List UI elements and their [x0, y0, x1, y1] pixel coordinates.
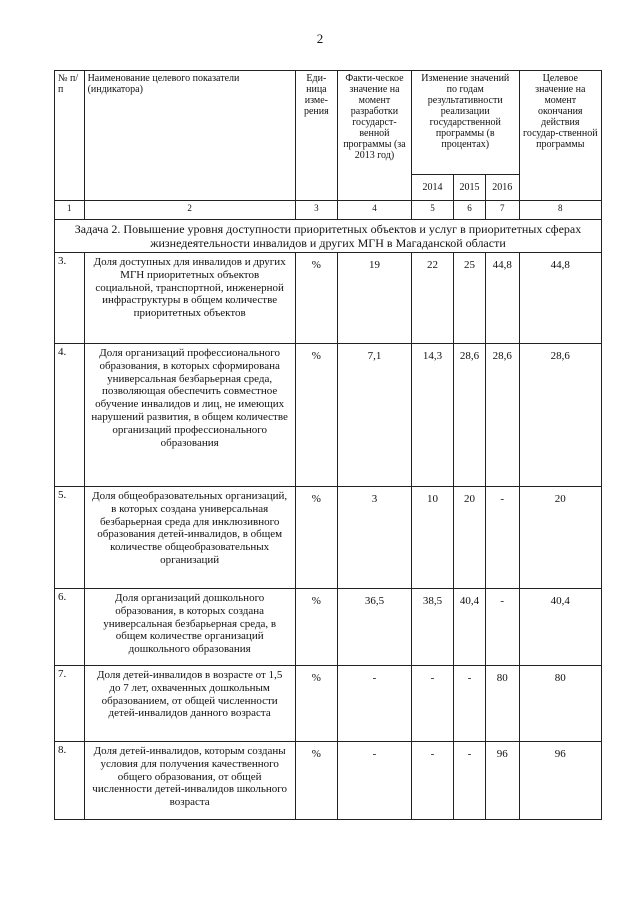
indicator-name: Доля детей-инвалидов в возрасте от 1,5 до 7 лет, охваченных дошкольным образованием, от общей численности детей-инвалидов данного возраста — [84, 666, 295, 742]
table-row — [55, 666, 602, 742]
value-2014: - — [411, 666, 453, 742]
indicator-name: Доля организаций профессионального образования, в которых сформирована универсальная безбарьерная среда, позволяющая обеспечить совместное обучение инвалидов и лиц, не имеющих нарушений развития, в общем количестве организаций профессионального образования — [84, 344, 295, 487]
value-2015: 40,4 — [454, 589, 486, 666]
unit-cell: % — [295, 589, 337, 666]
header-name: Наименование целевого показатели (индикатора) — [84, 71, 295, 201]
table-row — [55, 589, 602, 666]
header-year-2016: 2016 — [485, 175, 519, 201]
value-2015: 25 — [454, 253, 486, 344]
column-number: 5 — [411, 201, 453, 220]
value-2016: - — [485, 487, 519, 589]
value-2014: 14,3 — [411, 344, 453, 487]
value-2016: - — [485, 589, 519, 666]
value-2016: 96 — [485, 742, 519, 820]
actual-value: - — [337, 742, 411, 820]
row-number: 8. — [55, 742, 85, 820]
row-number: 7. — [55, 666, 85, 742]
column-number: 4 — [337, 201, 411, 220]
value-2014: 10 — [411, 487, 453, 589]
unit-cell: % — [295, 742, 337, 820]
table-row — [55, 487, 602, 589]
header-year-2014: 2014 — [411, 175, 453, 201]
column-number: 1 — [55, 201, 85, 220]
table-row — [55, 742, 602, 820]
value-2014: 38,5 — [411, 589, 453, 666]
unit-cell: % — [295, 487, 337, 589]
value-2016: 80 — [485, 666, 519, 742]
header-change: Изменение значений по годам результативности реализации государственной программы (в процентах) — [411, 71, 519, 175]
header-actual: Факти-ческое значение на момент разработки государст-венной программы (за 2013 год) — [337, 71, 411, 201]
page-number: 2 — [316, 31, 324, 46]
indicator-name: Доля общеобразовательных организаций, в которых создана универсальная безбарьерная среда для инклюзивного образования детей-инвалидов, в общем количестве общеобразовательных организаций — [84, 487, 295, 589]
row-number: 6. — [55, 589, 85, 666]
header-unit: Еди-ница изме-рения — [295, 71, 337, 201]
target-value: 96 — [519, 742, 601, 820]
indicator-name: Доля организаций дошкольного образования, в которых создана универсальная безбарьерная среда, в общем количестве организаций дошкольного образования — [84, 589, 295, 666]
value-2015: 28,6 — [454, 344, 486, 487]
row-number: 4. — [55, 344, 85, 487]
target-value: 44,8 — [519, 253, 601, 344]
value-2014: 22 — [411, 253, 453, 344]
value-2015: - — [454, 666, 486, 742]
column-number: 6 — [454, 201, 486, 220]
actual-value: - — [337, 666, 411, 742]
task-title: Задача 2. Повышение уровня доступности приоритетных объектов и услуг в приоритетных сферах жизнедеятельности инвалидов и других МГН в Магаданской области — [55, 220, 602, 253]
header-target: Целевое значение на момент окончания действия государ-ственной программы — [519, 71, 601, 201]
row-number: 3. — [55, 253, 85, 344]
actual-value: 3 — [337, 487, 411, 589]
header-num: № п/п — [55, 71, 85, 201]
column-number: 2 — [84, 201, 295, 220]
column-number: 7 — [485, 201, 519, 220]
target-value: 28,6 — [519, 344, 601, 487]
actual-value: 19 — [337, 253, 411, 344]
header-row — [55, 71, 602, 175]
target-value: 80 — [519, 666, 601, 742]
value-2016: 28,6 — [485, 344, 519, 487]
column-numbers-row — [55, 201, 602, 220]
value-2015: 20 — [454, 487, 486, 589]
unit-cell: % — [295, 344, 337, 487]
table-row — [55, 253, 602, 344]
indicator-name: Доля детей-инвалидов, которым созданы условия для получения качественного общего образования, от общей численности детей-инвалидов школьного возраста — [84, 742, 295, 820]
indicators-table — [54, 70, 602, 820]
header-year-2015: 2015 — [454, 175, 486, 201]
task-row — [55, 220, 602, 253]
indicator-name: Доля доступных для инвалидов и других МГН приоритетных объектов социальной, транспортной, инженерной инфраструктуры в общем количестве приоритетных объектов — [84, 253, 295, 344]
unit-cell: % — [295, 666, 337, 742]
value-2014: - — [411, 742, 453, 820]
unit-cell: % — [295, 253, 337, 344]
column-number: 3 — [295, 201, 337, 220]
row-number: 5. — [55, 487, 85, 589]
value-2016: 44,8 — [485, 253, 519, 344]
table-row — [55, 344, 602, 487]
actual-value: 36,5 — [337, 589, 411, 666]
actual-value: 7,1 — [337, 344, 411, 487]
value-2015: - — [454, 742, 486, 820]
column-number: 8 — [519, 201, 601, 220]
target-value: 20 — [519, 487, 601, 589]
target-value: 40,4 — [519, 589, 601, 666]
